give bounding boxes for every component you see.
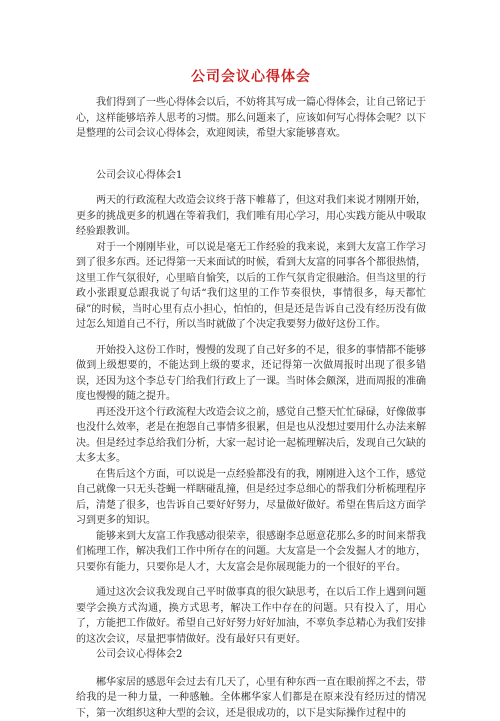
intro-paragraph: 我们得到了一些心得体会以后，不妨将其写成一篇心得体会，让自己铭记于心，这样能够培养人思考的习惯。那么问题来了，应该如何写心得体会呢？以下是整理的公司会议心得体会，欢迎阅读，希望大家能够喜欢。 [76,95,426,142]
section-1-paragraph-6: 能够来到大友富工作我感动很荣幸，很感谢李总愿意花那么多的时间来帮我们梳理工作，解决我们工作中所存在的问题。大友富是一个会发掘人才的地方，只要你有能力，只要你是人才，大友富会是你展现能力的一个很好的平台。 [76,529,426,576]
section-1-paragraph-7: 通过这次会议我发现自己平时做事真的很欠缺思考，在以后工作上遇到问题要学会换方式沟通，换方式思考，解决工作中存在的问题。只有投入了，用心了，方能把工作做好。希望自己好好努力好好加油，不辜负李总精心为我们安排的这次会议，尽量把事情做好。没有最好只有更好。 [76,585,426,647]
section-1-paragraph-4: 再还没开这个行政流程大改造会议之前，感觉自己整天忙忙碌碌，好像做事也没什么效率，老是在抱怨自己事情多很累，但是也从没想过要用什么办法来解决。但是经过李总给我们分析，大家一起讨论一起梳理解决后，发现自己欠缺的太多太多。 [76,405,426,467]
section-heading-2: 公司会议心得体会2 [76,647,426,663]
section-1-paragraph-1: 两天的行政流程大改造会议终于落下帷幕了，但这对我们来说才刚刚开始，更多的挑战更多的机遇在等着我们，我们唯有用心学习，用心实践方能从中吸取经验跟教训。 [76,193,426,240]
section-2-paragraph-1: 郴华家居的感恩年会过去有几天了，心里有种东西一直在眼前挥之不去，带给我的是一种力量，一种感触。全体郴华家人们都是在原来没有经历过的情况下，第一次组织这种大型的会议，还是很成功的，以下是实际操作过程中的 [76,675,426,721]
section-1-paragraph-3: 开始投入这份工作时，慢慢的发现了自己好多的不足，很多的事情都不能够做到上级想要的，不能达到上级的要求，还记得第一次做周报时出现了很多错误，还因为这个李总专门给我们行政上了一课。当时体会颇深，进而周报的准确度也慢慢的随之提升。 [76,343,426,405]
section-1-paragraph-2: 对于一个刚刚毕业，可以说是毫无工作经验的我来说，来到大友富工作学习到了很多东西。还记得第一天来面试的时候，看到大友富的同事各个都很热情，这里工作气氛很好，心里暗自愉笑，以后的工作气氛肯定很融洽。但当这里的行政小张跟夏总跟我说了句话“我们这里的工作节奏很快，事情很多，每天都忙碌”的时候，当时心里有点小担心，怕怕的，但是还是告诉自己没有经历没有做过怎么知道自己不行，所以当时就做了个决定我要努力做好这份工作。 [76,240,426,333]
document-title: 公司会议心得体会 [76,66,426,86]
section-heading-1: 公司会议心得体会1 [76,168,426,184]
section-1-paragraph-5: 在售后这个方面，可以说是一点经验都没有的我，刚刚进入这个工作，感觉自己就像一只无头苍蝇一样瞎碰乱撞，但是经过李总细心的帮我们分析梳理程序后，清楚了很多，也告诉自己要好好努力，尽量做好做好。希望在售后这方面学习到更多的知识。 [76,467,426,529]
